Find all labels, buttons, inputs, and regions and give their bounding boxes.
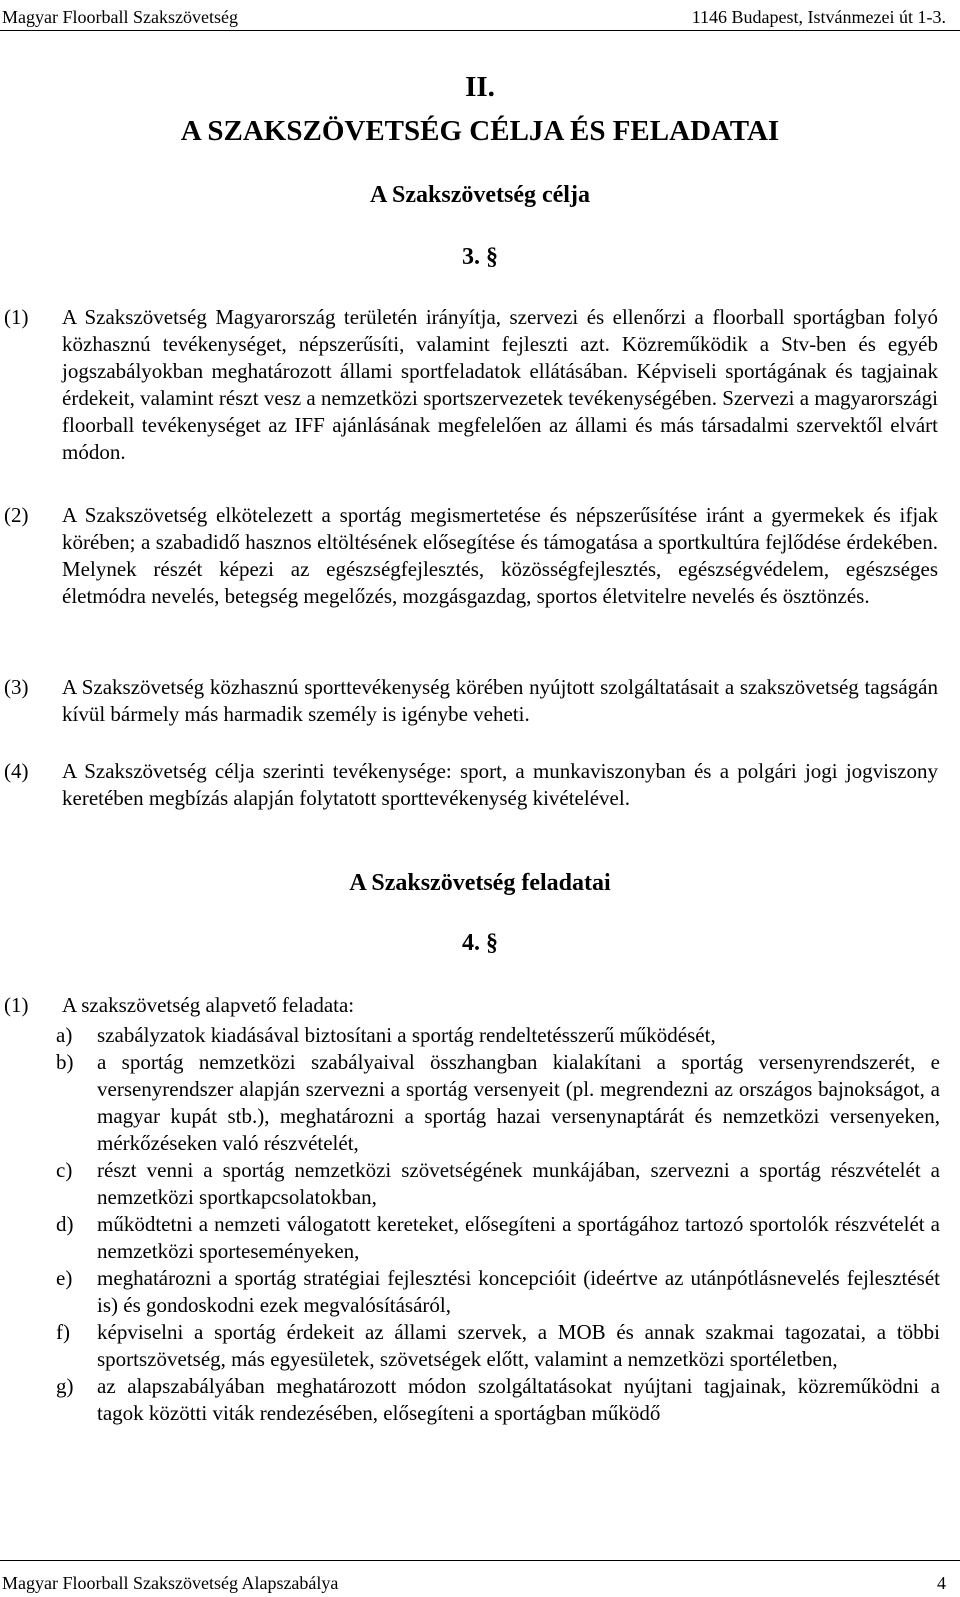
goal-item-4 <box>4 758 938 812</box>
list-item-text: az alapszabályában meghatározott módon szolgáltatásokat nyújtani tagjainak, közreműködni a tagok közötti viták rendezésében, elősegíteni a sportágban működő <box>97 1374 940 1425</box>
list-item-letter: f) <box>56 1320 70 1344</box>
item-text: A Szakszövetség célja szerinti tevékenysége: sport, a munkaviszonyban és a polgári jogi jogviszony keretében megbízás alapján folytatott sporttevékenység kivételével. <box>62 759 938 810</box>
list-item <box>0 1319 940 1373</box>
task-list <box>0 1022 940 1427</box>
tasks-intro <box>4 992 354 1019</box>
goal-item-3 <box>4 674 938 728</box>
section-goal-title: A Szakszövetség célja <box>370 182 590 208</box>
page-header <box>0 0 960 30</box>
list-item-letter: e) <box>56 1266 73 1290</box>
list-item <box>0 1049 940 1157</box>
item-text: A Szakszövetség Magyarország területén irányítja, szervezi és ellenőrzi a floorball sportágban folyó közhasznú tevékenységet, népszerűsíti, valamint fejleszti azt. Közreműködik a Stv-ben és egyéb jogszabályokban meghatározott állami sportfeladatok ellátásában. Képviseli sportágának és tagjainak érdekeit, valamint részt vesz a nemzetközi sportszervezetek tevékenységében. Szervezi a magyarországi floorball tevékenységet az IFF ajánlásának megfelelően az állami és más társadalmi szervektől elvárt módon. <box>62 305 938 464</box>
list-item-text: szabályzatok kiadásával biztosítani a sportág rendeltetésszerű működését, <box>97 1023 716 1047</box>
section-tasks-paragraph: 4. § <box>462 930 498 956</box>
section-goal-paragraph: 3. § <box>462 244 498 270</box>
goal-item-2 <box>4 502 938 610</box>
footer-document-title: Magyar Floorball Szakszövetség Alapszabálya <box>2 1573 339 1593</box>
list-item-letter: d) <box>56 1212 74 1236</box>
list-item-text: részt venni a sportág nemzetközi szövetségének munkájában, szervezni a sportág részvételét a nemzetközi sportkapcsolatokban, <box>97 1158 940 1209</box>
list-item <box>0 1373 940 1427</box>
intro-number: (1) <box>4 993 29 1017</box>
item-text: A Szakszövetség elkötelezett a sportág megismertetése és népszerűsítése iránt a gyermekek és ifjak körében; a szabadidő hasznos eltöltésének elősegítése és támogatása a sportkultúra fejlődése érdekében. Melynek részét képezi az egészségfejlesztés, közösségfejlesztés, egészségvédelem, egészséges életmódra nevelés, betegség megelőzés, mozgásgazdag, sportos életvitelre nevelés és ösztönzés. <box>62 503 938 608</box>
chapter-title: A SZAKSZÖVETSÉG CÉLJA ÉS FELADATAI <box>180 115 780 147</box>
list-item-letter: c) <box>56 1158 73 1182</box>
list-item-text: a sportág nemzetközi szabályaival összhangban kialakítani a sportág versenyrendszerét, e versenyrendszer alapján szervezni a sportág versenyeit (pl. megrendezni az országos bajnokságot, a magyar kupát stb.), meghatározni a sportág hazai versenynaptárát és nemzetközi versenyeken, mérkőzéseken való részvételét, <box>97 1050 940 1155</box>
list-item <box>0 1211 940 1265</box>
header-address: 1146 Budapest, Istvánmezei út 1-3. <box>691 7 946 27</box>
chapter-number: II. <box>465 71 495 103</box>
goal-item-1 <box>4 304 938 466</box>
item-number: (4) <box>4 759 29 783</box>
list-item-letter: g) <box>56 1374 74 1398</box>
list-item-text: képviselni a sportág érdekeit az állami szervek, a MOB és annak szakmai tagozatai, a többi sportszövetség, más egyesületek, szövetségek előtt, valamint a nemzetközi sportéletben, <box>97 1320 940 1371</box>
item-text: A Szakszövetség közhasznú sporttevékenység körében nyújtott szolgáltatásait a szakszövetség tagságán kívül bármely más harmadik személy is igénybe veheti. <box>62 675 938 726</box>
list-item <box>0 1022 940 1049</box>
header-organization: Magyar Floorball Szakszövetség <box>2 7 238 27</box>
list-item-text: működtetni a nemzeti válogatott kereteket, elősegíteni a sportágához tartozó sportolók részvételét a nemzetközi sporteseményeken, <box>97 1212 940 1263</box>
list-item <box>0 1265 940 1319</box>
item-number: (2) <box>4 503 29 527</box>
header-rule <box>0 30 960 31</box>
intro-text: A szakszövetség alapvető feladata: <box>62 993 355 1017</box>
list-item-text: meghatározni a sportág stratégiai fejlesztési koncepcióit (ideértve az utánpótlásnevelés fejlesztését is) és gondoskodni ezek megvalósításáról, <box>97 1266 940 1317</box>
page-footer <box>0 1560 960 1597</box>
list-item-letter: b) <box>56 1050 74 1074</box>
item-number: (3) <box>4 675 29 699</box>
footer-rule <box>0 1560 960 1561</box>
section-tasks-title: A Szakszövetség feladatai <box>349 870 611 896</box>
list-item-letter: a) <box>56 1023 73 1047</box>
page-number: 4 <box>937 1573 946 1593</box>
item-number: (1) <box>4 305 29 329</box>
list-item <box>0 1157 940 1211</box>
